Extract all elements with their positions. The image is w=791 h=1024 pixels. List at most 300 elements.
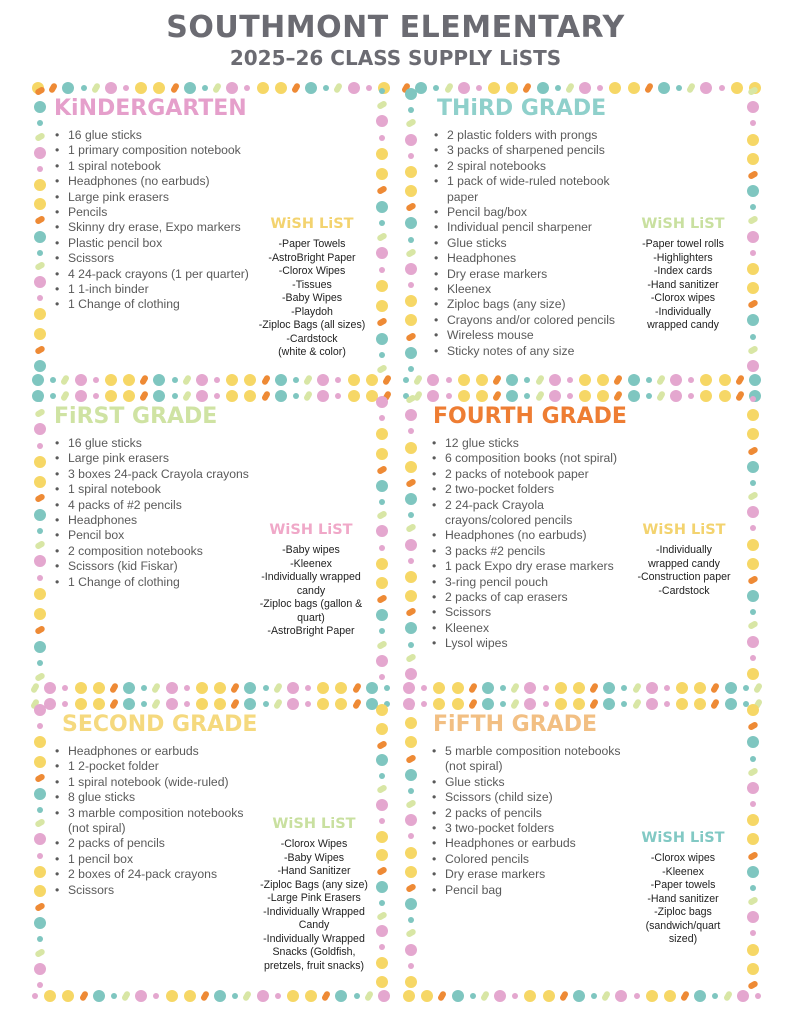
border-dot	[458, 390, 470, 402]
border-dot	[37, 295, 43, 301]
border-dot	[34, 86, 46, 96]
border-dot	[376, 957, 388, 969]
supply-item: • Headphones	[431, 251, 631, 266]
supply-item: • Pencil box	[52, 528, 257, 543]
border-dot	[376, 428, 388, 440]
wish-item: -Hand sanitizer	[647, 278, 719, 291]
border-dot	[376, 799, 388, 811]
border-dot	[750, 609, 756, 615]
border-dot	[123, 390, 135, 402]
border-dot	[405, 461, 417, 473]
border-dot	[470, 993, 476, 999]
border-dot	[476, 374, 488, 386]
border-dot	[747, 428, 759, 440]
border-dot	[62, 685, 68, 691]
border-dot	[747, 215, 759, 225]
border-dot	[597, 390, 609, 402]
border-dot	[376, 704, 388, 716]
border-dot	[750, 756, 756, 762]
dot-border-left	[403, 396, 419, 680]
border-dot	[151, 698, 161, 710]
dot-border-left	[403, 88, 419, 372]
border-dot	[202, 85, 208, 91]
border-dot	[421, 990, 433, 1002]
supply-item: • Wireless mouse	[431, 328, 631, 343]
border-dot	[408, 704, 414, 710]
border-dot	[34, 736, 46, 748]
border-dot	[30, 682, 40, 694]
wish-item: -Individually Wrapped	[263, 932, 365, 945]
supply-item: • Ziploc bags (any size)	[431, 297, 631, 312]
border-dot	[376, 333, 388, 345]
border-dot	[366, 85, 372, 91]
border-dot	[421, 685, 427, 691]
wish-item: -Index cards	[653, 265, 713, 277]
wish-item: -Clorox wipes	[650, 852, 716, 864]
border-dot	[34, 345, 46, 355]
border-dot	[78, 990, 88, 1002]
supply-item: • 3 marble composition notebooks (not spiral)	[52, 806, 257, 837]
supply-item: • Headphones or earbuds	[429, 836, 629, 851]
border-dot	[384, 685, 390, 691]
border-dot	[405, 394, 417, 404]
border-dot	[573, 990, 585, 1002]
border-dot	[379, 415, 385, 421]
border-dot	[242, 990, 252, 1002]
border-dot	[32, 993, 38, 999]
border-dot	[506, 390, 518, 402]
border-dot	[579, 390, 591, 402]
border-dot	[737, 990, 749, 1002]
border-dot	[123, 85, 129, 91]
border-dot	[482, 682, 494, 694]
border-dot	[543, 701, 549, 707]
border-dot	[603, 698, 615, 710]
border-dot	[710, 682, 720, 694]
border-dot	[405, 347, 417, 359]
border-dot	[628, 390, 640, 402]
border-dot	[34, 179, 46, 191]
border-dot	[376, 317, 388, 327]
border-dot	[506, 374, 518, 386]
border-dot	[405, 928, 417, 938]
border-dot	[747, 170, 759, 180]
panel-kindergarten	[32, 80, 390, 380]
dot-border-left	[403, 704, 419, 988]
border-dot	[405, 539, 417, 551]
dot-border-top	[403, 80, 761, 96]
border-dot	[93, 682, 105, 694]
border-dot	[408, 788, 414, 794]
border-dot	[226, 374, 238, 386]
border-dot	[747, 185, 759, 197]
wish-list-second	[248, 814, 380, 973]
border-dot	[34, 131, 46, 141]
supply-item: • Pencil bag	[429, 883, 629, 898]
border-dot	[405, 814, 417, 826]
border-dot	[139, 390, 149, 402]
wish-item: -Clorox Wipes	[280, 838, 348, 850]
page-header	[0, 10, 791, 70]
border-dot	[747, 360, 759, 372]
wish-item: -Cardstock	[286, 332, 338, 345]
border-dot	[135, 990, 147, 1002]
border-dot	[81, 85, 87, 91]
border-dot	[34, 101, 46, 113]
border-dot	[50, 393, 56, 399]
wish-list-first	[246, 520, 376, 639]
border-dot	[676, 682, 688, 694]
border-dot	[408, 282, 414, 288]
border-dot	[524, 682, 536, 694]
supply-item: • Dry erase markers	[431, 267, 631, 282]
wish-item: -Ziploc Bags (any size)	[260, 878, 368, 891]
wish-list-kindergarten	[250, 214, 374, 360]
border-dot	[48, 82, 58, 94]
supply-item: • 1 spiral notebook	[52, 159, 257, 174]
border-dot	[664, 685, 670, 691]
border-dot	[37, 936, 43, 942]
supply-item: • Scissors	[52, 251, 257, 266]
wish-list-title: WiSH LiST	[641, 216, 725, 232]
wish-list-title: WiSH LiST	[270, 216, 354, 232]
border-dot	[480, 990, 490, 1002]
border-dot	[305, 990, 317, 1002]
border-dot	[747, 721, 759, 731]
supply-item: • 1 pencil box	[52, 852, 257, 867]
border-dot	[184, 685, 190, 691]
supply-item: • 3 packs #2 pencils	[429, 544, 629, 559]
supply-item: • 1 Change of clothing	[52, 297, 257, 312]
border-dot	[750, 204, 756, 210]
supply-list-third	[431, 128, 631, 359]
border-dot	[735, 374, 745, 386]
supply-item: • Glue sticks	[429, 775, 629, 790]
border-dot	[376, 247, 388, 259]
border-dot	[747, 134, 759, 146]
border-dot	[376, 594, 388, 604]
border-dot	[492, 374, 502, 386]
border-dot	[549, 390, 561, 402]
border-dot	[34, 198, 46, 210]
border-dot	[421, 701, 427, 707]
border-dot	[275, 993, 281, 999]
border-dot	[273, 698, 283, 710]
border-dot	[200, 990, 210, 1002]
border-dot	[621, 685, 627, 691]
border-dot	[317, 682, 329, 694]
border-dot	[634, 993, 640, 999]
border-dot	[747, 231, 759, 243]
border-dot	[747, 409, 759, 421]
border-dot	[476, 390, 488, 402]
border-dot	[646, 990, 658, 1002]
border-dot	[260, 390, 270, 402]
border-dot	[747, 491, 759, 501]
border-dot	[75, 698, 87, 710]
border-dot	[500, 685, 506, 691]
supply-item: • Colored pencils	[429, 852, 629, 867]
border-dot	[405, 295, 417, 307]
border-dot	[405, 668, 417, 680]
border-dot	[34, 756, 46, 768]
border-dot	[378, 990, 390, 1002]
border-dot	[747, 539, 759, 551]
supply-item: • 2 24-pack Crayola crayons/colored pencils	[429, 498, 629, 529]
border-dot	[408, 642, 414, 648]
wish-item: -Individually wrapped	[261, 571, 361, 583]
border-dot	[555, 85, 561, 91]
border-dot	[747, 814, 759, 826]
wish-item: -Kleenex	[662, 865, 704, 878]
border-dot	[196, 698, 208, 710]
border-dot	[379, 352, 385, 358]
border-dot	[524, 698, 536, 710]
border-dot	[44, 990, 56, 1002]
border-dot	[686, 82, 696, 94]
border-dot	[379, 944, 385, 950]
border-dot	[408, 366, 414, 372]
border-dot	[376, 910, 388, 920]
wish-list-items	[621, 238, 745, 333]
border-dot	[37, 396, 43, 402]
border-dot	[405, 717, 417, 729]
supply-item: • Pencil bag/box	[431, 205, 631, 220]
supply-item: • 1 pack of wide-ruled notebook paper	[431, 174, 631, 205]
border-dot	[376, 558, 388, 570]
border-dot	[621, 701, 627, 707]
border-dot	[37, 120, 43, 126]
supply-item: • 2 boxes of 24-pack crayons	[52, 867, 257, 882]
wish-list-items	[621, 852, 745, 947]
border-dot	[413, 374, 423, 386]
border-dot	[34, 788, 46, 800]
border-dot	[405, 799, 417, 809]
border-dot	[750, 885, 756, 891]
border-dot	[34, 509, 46, 521]
border-dot	[750, 655, 756, 661]
border-dot	[275, 374, 287, 386]
supply-item: • Scissors	[52, 883, 257, 898]
dot-border-bottom	[32, 988, 390, 1004]
border-dot	[376, 465, 388, 475]
border-dot	[700, 82, 712, 94]
supply-item: • Large pink erasers	[52, 451, 257, 466]
dot-border-top	[403, 388, 761, 404]
border-dot	[263, 685, 269, 691]
border-dot	[405, 442, 417, 454]
supply-item: • Headphones	[52, 513, 257, 528]
border-dot	[111, 993, 117, 999]
border-dot	[34, 555, 46, 567]
border-dot	[700, 374, 712, 386]
border-dot	[408, 428, 414, 434]
border-dot	[376, 639, 388, 649]
border-dot	[226, 390, 238, 402]
border-dot	[34, 493, 46, 503]
border-dot	[317, 390, 329, 402]
border-dot	[34, 641, 46, 653]
border-dot	[750, 525, 756, 531]
border-dot	[376, 849, 388, 861]
border-dot	[214, 682, 226, 694]
border-dot	[534, 390, 544, 402]
border-dot	[405, 166, 417, 178]
border-dot	[405, 769, 417, 781]
border-dot	[405, 653, 417, 663]
border-dot	[376, 754, 388, 766]
border-dot	[379, 900, 385, 906]
border-dot	[93, 698, 105, 710]
border-dot	[601, 990, 611, 1002]
border-dot	[352, 698, 362, 710]
border-dot	[182, 374, 192, 386]
dot-border-bottom	[403, 372, 761, 388]
border-dot	[747, 866, 759, 878]
border-dot	[184, 701, 190, 707]
border-dot	[109, 682, 119, 694]
border-dot	[747, 736, 759, 748]
border-dot	[731, 82, 743, 94]
border-dot	[747, 704, 759, 716]
wish-list-items	[246, 544, 376, 639]
border-dot	[656, 390, 666, 402]
border-dot	[506, 82, 518, 94]
border-dot	[376, 396, 388, 408]
border-dot	[750, 334, 756, 340]
border-dot	[352, 682, 362, 694]
border-dot	[631, 698, 641, 710]
supply-item: • 2 two-pocket folders	[429, 482, 629, 497]
border-dot	[34, 407, 46, 417]
supply-item: • Scissors (kid Fiskar)	[52, 559, 257, 574]
border-dot	[230, 682, 240, 694]
border-dot	[408, 237, 414, 243]
border-dot	[597, 85, 603, 91]
border-dot	[230, 698, 240, 710]
border-dot	[293, 393, 299, 399]
border-dot	[747, 620, 759, 630]
border-dot	[93, 393, 99, 399]
border-dot	[34, 773, 46, 783]
wish-list-title: WiSH LiST	[269, 522, 353, 538]
border-dot	[405, 866, 417, 878]
border-dot	[184, 82, 196, 94]
border-dot	[405, 314, 417, 326]
border-dot	[335, 377, 341, 383]
supply-item: • Scissors (child size)	[429, 790, 629, 805]
border-dot	[573, 682, 585, 694]
border-dot	[37, 853, 43, 859]
border-dot	[303, 374, 313, 386]
wish-list-title: WiSH LiST	[641, 830, 725, 846]
wish-item: (sandwich/quart	[645, 919, 721, 932]
wish-item: -AstroBright Paper	[267, 625, 355, 637]
supply-item: • 4 packs of #2 pencils	[52, 498, 257, 513]
border-dot	[405, 898, 417, 910]
border-dot	[37, 250, 43, 256]
dot-border-top	[32, 80, 390, 96]
wish-item: -Individually Wrapped	[263, 905, 365, 918]
border-dot	[376, 185, 388, 195]
border-dot	[405, 622, 417, 634]
supply-item: • 1 spiral notebook	[52, 482, 257, 497]
wish-item: -Hand sanitizer	[647, 892, 719, 905]
border-dot	[747, 445, 759, 455]
border-dot	[615, 990, 627, 1002]
border-dot	[34, 885, 46, 897]
wish-item: Candy	[298, 919, 330, 931]
border-dot	[244, 85, 250, 91]
border-dot	[446, 377, 452, 383]
border-dot	[433, 698, 445, 710]
panel-fourth-grade	[403, 388, 761, 688]
border-dot	[37, 575, 43, 581]
border-dot	[257, 82, 269, 94]
border-dot	[543, 990, 555, 1002]
supply-item: • Kleenex	[431, 282, 631, 297]
border-dot	[32, 374, 44, 386]
border-dot	[376, 866, 388, 876]
border-dot	[379, 545, 385, 551]
border-dot	[382, 374, 392, 386]
border-dot	[408, 558, 414, 564]
dot-border-left	[32, 396, 48, 680]
border-dot	[676, 85, 682, 91]
border-dot	[694, 990, 706, 1002]
supply-item: • 1 primary composition notebook	[52, 143, 257, 158]
border-dot	[376, 881, 388, 893]
border-dot	[405, 118, 417, 128]
border-dot	[747, 461, 759, 473]
border-dot	[93, 990, 105, 1002]
border-dot	[433, 682, 445, 694]
wish-item: (white & color)	[278, 346, 346, 358]
border-dot	[34, 231, 46, 243]
wish-item: -Tissues	[292, 278, 332, 291]
border-dot	[747, 263, 759, 275]
border-dot	[747, 506, 759, 518]
border-dot	[34, 947, 46, 957]
supply-item: • Headphones (no earbuds)	[52, 174, 257, 189]
border-dot	[196, 390, 208, 402]
border-dot	[376, 723, 388, 735]
border-dot	[591, 993, 597, 999]
border-dot	[263, 701, 269, 707]
border-dot	[747, 590, 759, 602]
border-dot	[750, 250, 756, 256]
border-dot	[458, 82, 470, 94]
wish-list-items	[250, 238, 374, 360]
border-dot	[333, 82, 343, 94]
border-dot	[34, 917, 46, 929]
border-dot	[376, 201, 388, 213]
grade-title-third: THiRD GRADE	[437, 96, 607, 121]
supply-item: • Dry erase markers	[429, 867, 629, 882]
border-dot	[488, 82, 500, 94]
border-dot	[559, 990, 569, 1002]
wish-item: -Baby wipes	[282, 544, 340, 556]
wish-list-items	[619, 544, 749, 598]
border-dot	[364, 990, 374, 1002]
border-dot	[694, 682, 706, 694]
wish-item: -Highlighters	[653, 251, 713, 264]
supply-item: • 2 spiral notebooks	[431, 159, 631, 174]
border-dot	[747, 833, 759, 845]
border-dot	[348, 374, 360, 386]
border-dot	[335, 682, 347, 694]
border-dot	[376, 168, 388, 180]
